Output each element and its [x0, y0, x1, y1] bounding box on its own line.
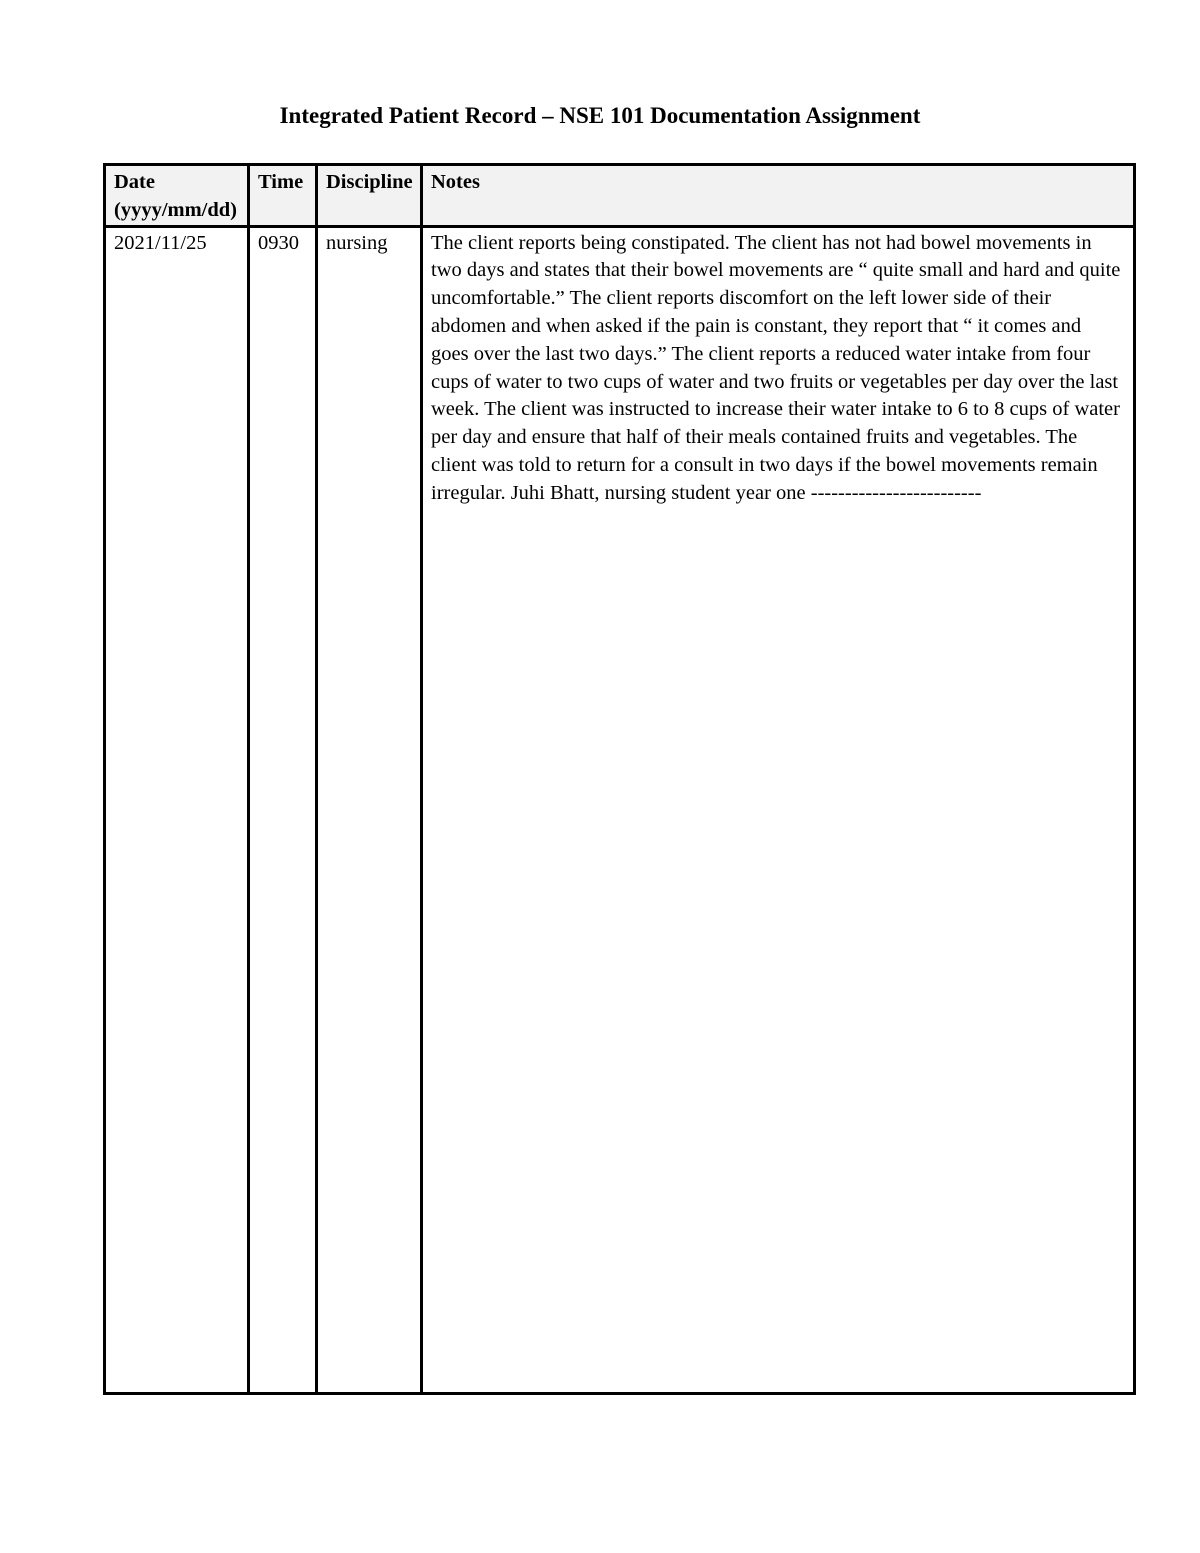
- cell-time: 0930: [249, 226, 317, 1393]
- header-notes: Notes: [422, 165, 1135, 227]
- table-row: [105, 226, 1135, 1393]
- cell-date: 2021/11/25: [105, 226, 249, 1393]
- patient-record-table: [103, 163, 1136, 1395]
- header-date: Date (yyyy/mm/dd): [105, 165, 249, 227]
- header-time: Time: [249, 165, 317, 227]
- page-title: Integrated Patient Record – NSE 101 Documentation Assignment: [279, 103, 921, 128]
- cell-discipline: nursing: [317, 226, 422, 1393]
- header-discipline: Discipline: [317, 165, 422, 227]
- table-header-row: [105, 165, 1135, 227]
- cell-notes: The client reports being constipated. The client has not had bowel movements in two days and states that their bowel movements are “ quite small and hard and quite uncomfortable.” The client reports discomfort on the left lower side of their abdomen and when asked if the pain is constant, they report that “ it comes and goes over the last two days.” The client reports a reduced water intake from four cups of water to two cups of water and two fruits or vegetables per day over the last week. The client was instructed to increase their water intake to 6 to 8 cups of water per day and ensure that half of their meals contained fruits and vegetables. The client was told to return for a consult in two days if the bowel movements remain irregular. Juhi Bhatt, nursing student year one -------------------------: [422, 226, 1135, 1393]
